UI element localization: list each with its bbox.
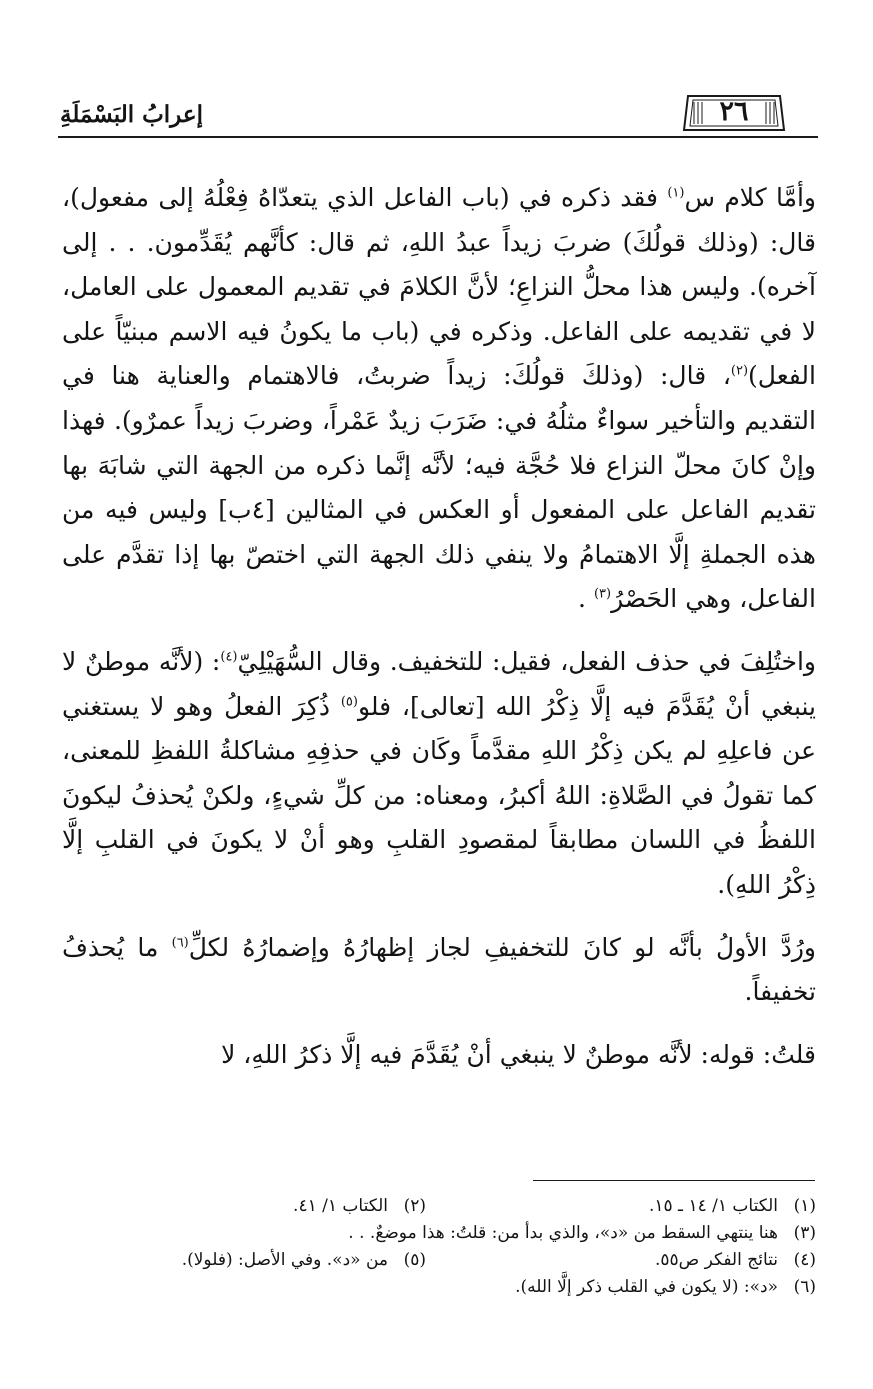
footnote-ref-1: (١)	[667, 185, 685, 201]
footnote-4	[426, 1247, 816, 1274]
footnote-separator	[533, 1180, 815, 1181]
footnote-ref-5: (٥)	[340, 694, 358, 710]
footnote-text: الكتاب ١/ ١٤ ـ ١٥.	[648, 1196, 778, 1216]
footnote-2	[293, 1193, 426, 1220]
p3-text-b: ما يُحذفُ تخفيفاً.	[62, 932, 816, 1007]
p1-text-b: فقد ذكره في (باب الفاعل الذي يتعدّاهُ فِعْلُهُ إلى مفعول)، قال: (وذلك قولُكَ) ضربَ زيداً عبدُ اللهِ، ثم قال: كأنَّهم يُقَدِّمون. . . إلى آخره). وليس هذا محلُّ النزاعِ؛ لأنَّ الكلامَ في تقديم المعمول على العامل، لا في تقديمه على الفاعل. وذكره في (باب ما يكونُ فيه الاسم مبنيّاً على الفعل)	[62, 183, 816, 391]
p4-text-a: قلتُ: قوله: لأنَّه موطنٌ لا ينبغي أنْ يُقَدَّمَ فيه إلَّا ذكرُ اللهِ، لا	[221, 1039, 816, 1069]
footnote-ref-6: (٦)	[171, 935, 189, 951]
footnote-row	[62, 1193, 816, 1220]
paragraph-2	[62, 640, 816, 908]
p1-text-a: وأمَّا كلام س	[684, 183, 816, 212]
page-number-badge	[680, 90, 788, 134]
paragraph-4	[62, 1033, 816, 1078]
running-header	[58, 86, 818, 138]
footnote-row	[62, 1247, 816, 1274]
p3-text-a: ورُدَّ الأولُ بأنَّه لو كانَ للتخفيفِ لجاز إظهارُهُ وإضمارُهُ لكلِّ	[188, 932, 816, 962]
p2-text-b: : (لأنَّه موطنٌ لا ينبغي أنْ يُقَدَّمَ فيه إلَّا ذِكْرُ الله [تعالى]، فلو	[62, 646, 816, 721]
p2-text-a: واختُلِفَ في حذف الفعل، فقيل: للتخفيف. وقال السُّهَيْلِيّ	[237, 646, 816, 676]
footnote-ref-3: (٣)	[593, 587, 612, 603]
p2-text-c: ذُكِرَ الفعلُ وهو لا يستغني عن فاعلِهِ لم يكن ذِكْرُ اللهِ مقدَّماً وكَان في حذفِهِ مشاكلةُ اللفظِ للمعنى، كما تقولُ في الصَّلاةِ: اللهُ أكبرُ، ومعناه: من كلِّ شيءٍ، ولكنْ يُحذفُ ليكونَ اللفظُ في اللسان مطابقاً لمقصودِ القلبِ وهو أنْ لا يكونَ في القلبِ إلَّا ذِكْرُ اللهِ).	[62, 691, 816, 899]
p1-text-c: ، قال: (وذلكَ قولُكَ: زيداً ضربتُ، فالاهتمام والعناية هنا في التقديم والتأخير سواءٌ مثلُهُ في: ضَرَبَ زيدٌ عَمْراً، وضربَ زيداً عمرٌو). فهذا وإنْ كانَ محلّ النزاع فلا حُجَّة فيه؛ لأنَّه إنَّما ذكره من الجهة التي شابَهَ بها تقديم الفاعل على المفعول أو العكس في المثالين [٤ب] وليس فيه من هذه الجملةِ إلَّا الاهتمامُ ولا ينفي ذلك الجهة التي اختصّ بها إذا تقدَّم على الفاعل، وهي الحَصْرُ	[62, 361, 816, 614]
paragraph-3	[62, 926, 816, 1015]
footnote-number: (١)	[793, 1196, 816, 1216]
footnote-number: (٦)	[793, 1277, 816, 1297]
paragraph-1	[62, 176, 816, 622]
footnote-5	[182, 1247, 426, 1274]
footnote-text: نتائج الفكر ص٥٥.	[654, 1250, 778, 1270]
footnote-3	[348, 1220, 816, 1247]
header-rule	[58, 136, 818, 138]
p1-text-d: .	[578, 584, 594, 614]
footnote-number: (٤)	[793, 1250, 816, 1270]
footnotes	[62, 1193, 816, 1301]
page-number: ٢٦	[719, 96, 749, 127]
footnote-text: الكتاب ١/ ٤١.	[293, 1196, 388, 1216]
footnote-ref-4: (٤)	[220, 649, 238, 665]
footnote-row	[62, 1220, 816, 1247]
footnote-number: (٢)	[403, 1196, 426, 1216]
footnote-number: (٣)	[793, 1223, 816, 1243]
main-text	[62, 176, 816, 1077]
footnote-1	[426, 1193, 816, 1220]
footnote-number: (٥)	[403, 1250, 426, 1270]
footnote-text: من «د». وفي الأصل: (فلولا).	[181, 1250, 388, 1270]
footnote-row	[62, 1274, 816, 1301]
footnote-6	[515, 1274, 816, 1301]
footnote-ref-2: (٢)	[730, 364, 749, 380]
footnote-text: «د»: (لا يكون في القلب ذكر إلَّا الله).	[515, 1277, 778, 1297]
running-title: إعرابُ البَسْمَلَةِ	[60, 101, 203, 128]
footnote-text: هنا ينتهي السقط من «د»، والذي بدأ من: قلتُ: هذا موضعٌ. . .	[348, 1223, 778, 1243]
